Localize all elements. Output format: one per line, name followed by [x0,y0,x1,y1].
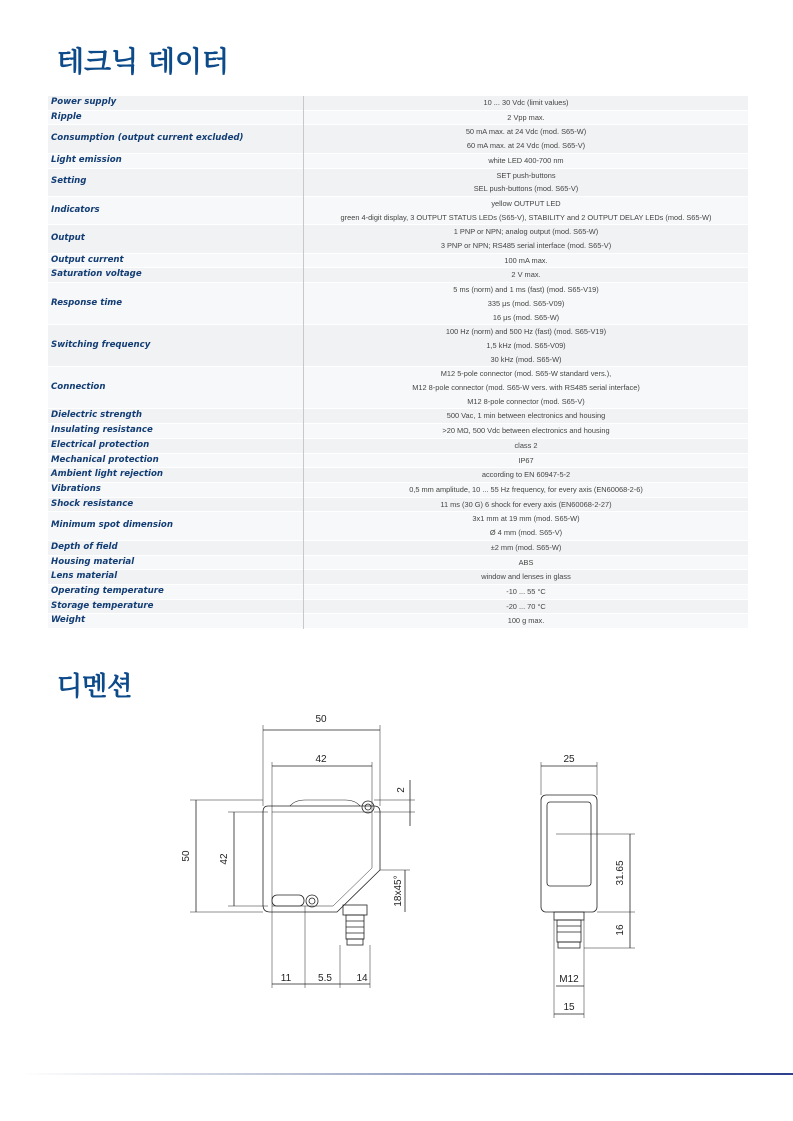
dim-side-bottom: 15 [563,1002,575,1013]
spec-label: Indicators [48,196,304,224]
spec-value [304,367,749,409]
spec-row [48,153,748,168]
spec-row [48,570,748,585]
spec-table [48,96,748,629]
spec-label: Output current [48,253,304,268]
spec-label: Dielectric strength [48,409,304,424]
spec-value [304,468,749,483]
spec-label: Response time [48,283,304,325]
spec-value-line: ABS [518,557,534,567]
spec-value [304,453,749,468]
spec-value-line: 100 Hz (norm) and 500 Hz (fast) (mod. S65-V19) [445,327,607,337]
spec-row [48,409,748,424]
dim-front-chamfer: 18x45° [393,875,404,907]
spec-label: Minimum spot dimension [48,512,304,540]
spec-value-line: 5 ms (norm) and 1 ms (fast) (mod. S65-V19) [453,285,599,295]
spec-label: Lens material [48,570,304,585]
spec-value [304,512,749,540]
spec-label: Vibrations [48,482,304,497]
spec-label: Electrical protection [48,438,304,453]
dim-side-height-b: 16 [615,924,626,936]
spec-row [48,283,748,325]
spec-row [48,268,748,283]
spec-label: Depth of field [48,540,304,555]
spec-row [48,584,748,599]
spec-label: Storage temperature [48,599,304,614]
spec-value [304,225,749,253]
spec-value-line: M12 5-pole connector (mod. S65-W standard vers.), [440,369,612,379]
spec-value-line: 2 Vpp max. [507,112,545,122]
spec-value-line: 50 mA max. at 24 Vdc (mod. S65-W) [465,127,587,137]
spec-value-line: 10 ... 30 Vdc (limit values) [483,98,569,107]
spec-label: Connection [48,367,304,409]
spec-label: Output [48,225,304,253]
spec-value-line: 11 ms (30 G) 6 shock for every axis (EN60068-2-27) [440,499,612,509]
spec-value-line: white LED 400-700 nm [488,155,564,165]
spec-row [48,497,748,512]
spec-value [304,168,749,196]
spec-value-line: 2 V max. [511,270,541,280]
spec-value-line: 16 μs (mod. S65-W) [492,312,560,322]
technical-data-heading: 테크닉 데이터 [57,45,230,78]
spec-value [304,599,749,614]
spec-value-line: class 2 [514,440,538,450]
front-body-inner [272,812,372,906]
spec-value-line: >20 MΩ, 500 Vdc between electronics and housing [442,426,610,436]
dimensions-heading: 디멘션 [57,672,133,702]
spec-value-line: 3x1 mm at 19 mm (mod. S65-W) [472,514,580,524]
spec-row [48,225,748,253]
spec-value [304,153,749,168]
spec-value-line: 500 Vac, 1 min between electronics and housing [446,411,606,421]
dimension-drawing [0,700,793,1030]
spec-value-line: -10 ... 55 °C [506,586,546,596]
dim-front-b: 5.5 [318,973,332,984]
spec-label: Ambient light rejection [48,468,304,483]
spec-row [48,540,748,555]
spec-label: Power supply [48,96,304,110]
spec-value-line: window and lenses in glass [481,572,571,582]
spec-value [304,283,749,325]
spec-row [48,438,748,453]
dim-side-height-a: 31.65 [615,860,626,886]
spec-row [48,468,748,483]
spec-value [304,570,749,585]
spec-value-line: 1,5 kHz (mod. S65-V09) [486,340,566,350]
spec-label: Switching frequency [48,325,304,367]
spec-value [304,497,749,512]
spec-value-line: 30 kHz (mod. S65-W) [490,354,562,364]
spec-row [48,253,748,268]
spec-value-line: 60 mA max. at 24 Vdc (mod. S65-V) [466,141,586,151]
dim-front-width: 50 [315,714,327,725]
spec-row [48,196,748,224]
spec-value [304,584,749,599]
spec-label: Housing material [48,555,304,570]
spec-value-line: according to EN 60947-5-2 [481,470,571,480]
spec-row [48,555,748,570]
spec-label: Operating temperature [48,584,304,599]
spec-value [304,196,749,224]
spec-value-line: yellow OUTPUT LED [491,198,561,208]
spec-value-line: 1 PNP or NPN; analog output (mod. S65-W) [453,227,599,237]
spec-value [304,110,749,125]
dim-front-offset: 2 [396,787,407,793]
spec-row [48,168,748,196]
spec-value-line: 335 μs (mod. S65-V09) [487,298,565,308]
front-body-outline [263,806,380,912]
side-body-outline [541,795,597,912]
spec-value-line: 0,5 mm amplitude, 10 ... 55 Hz frequency, for every axis (EN60068-2-6) [409,484,643,494]
spec-row [48,599,748,614]
spec-row [48,367,748,409]
dim-front-inner-width: 42 [315,754,327,765]
spec-value-line: 100 mA max. [504,255,548,265]
spec-row [48,110,748,125]
spec-row [48,325,748,367]
spec-row [48,424,748,439]
dim-side-width: 25 [563,754,575,765]
dim-front-a: 11 [280,973,292,984]
spec-row [48,614,748,629]
spec-value-line: green 4-digit display, 3 OUTPUT STATUS LEDs (S65-V), STABILITY and 2 OUTPUT DELAY LEDs (mod. S65-W) [340,212,712,222]
spec-label: Light emission [48,153,304,168]
dim-side-thread: M12 [559,974,579,985]
spec-value-line: M12 8-pole connector (mod. S65-V) [467,396,585,406]
dim-front-height: 50 [181,850,192,862]
spec-value [304,253,749,268]
spec-label: Weight [48,614,304,629]
spec-label: Shock resistance [48,497,304,512]
spec-value [304,482,749,497]
spec-row [48,125,748,153]
spec-value-line: -20 ... 70 °C [506,601,546,611]
spec-label: Ripple [48,110,304,125]
dim-front-c: 14 [356,973,368,984]
spec-row [48,482,748,497]
spec-label: Saturation voltage [48,268,304,283]
dim-front-inner-height: 42 [219,853,230,865]
spec-label: Insulating resistance [48,424,304,439]
footer-rule [20,1073,793,1075]
spec-value [304,409,749,424]
spec-value [304,438,749,453]
spec-value [304,125,749,153]
spec-value [304,614,749,629]
spec-row [48,96,748,110]
spec-row [48,453,748,468]
spec-label: Setting [48,168,304,196]
spec-value [304,268,749,283]
spec-value [304,325,749,367]
spec-value [304,540,749,555]
spec-value-line: Ø 4 mm (mod. S65-V) [489,528,563,538]
spec-value-line: 3 PNP or NPN; RS485 serial interface (mod. S65-V) [440,241,612,251]
spec-value [304,96,749,110]
spec-value-line: SEL push-buttons (mod. S65-V) [473,184,579,194]
spec-value [304,555,749,570]
spec-value-line: SET push-buttons [496,170,556,180]
spec-label: Mechanical protection [48,453,304,468]
spec-value-line: ±2 mm (mod. S65-W) [490,542,562,552]
spec-value-line: M12 8-pole connector (mod. S65-W vers. with RS485 serial interface) [412,383,640,393]
spec-value [304,424,749,439]
spec-value-line: 100 g max. [507,616,545,626]
spec-value-line: IP67 [518,455,534,465]
spec-row [48,512,748,540]
spec-label: Consumption (output current excluded) [48,125,304,153]
